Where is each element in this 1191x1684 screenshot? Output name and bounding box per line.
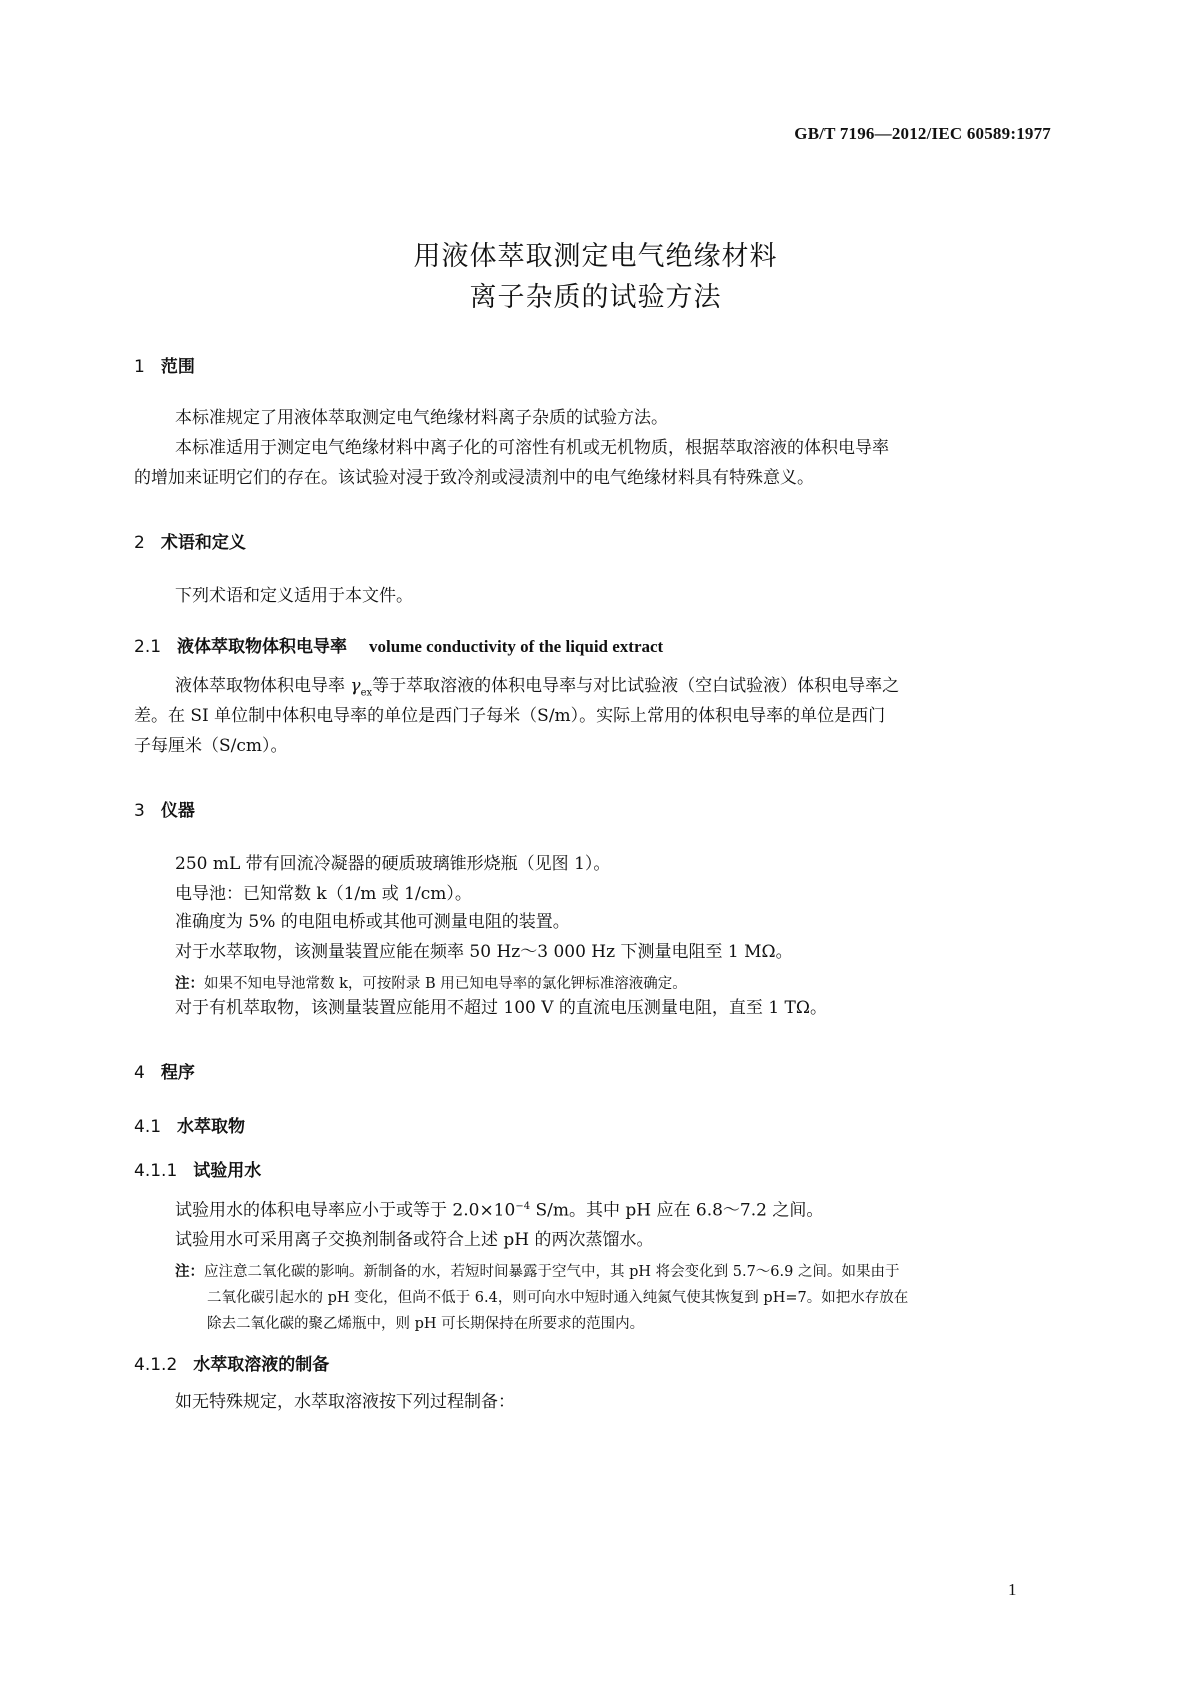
paragraph: 子每厘米（S/cm）。 xyxy=(134,736,288,756)
subsection-4-1-1-heading xyxy=(134,1156,261,1181)
text: 等于萃取溶液的体积电导率与对比试验液（空白试验液）体积电导率之 xyxy=(372,676,900,696)
note-text: 如果不知电导池常数 k，可按附录 B 用已知电导率的氯化钾标准溶液确定。 xyxy=(204,976,687,992)
section-title: 液体萃取物体积电导率 xyxy=(177,637,348,657)
subsection-2-1-heading xyxy=(134,632,663,657)
list-item: 对于有机萃取物，该测量装置应能用不超过 100 V 的直流电压测量电阻，直至 1 TΩ。 xyxy=(175,998,827,1018)
section-number: 2.1 xyxy=(134,637,162,657)
section-number: 4.1.1 xyxy=(134,1161,178,1181)
section-title: 仪器 xyxy=(160,801,195,821)
paragraph: 的增加来证明它们的存在。该试验对浸于致冷剂或浸渍剂中的电气绝缘材料具有特殊意义。 xyxy=(134,468,814,488)
section-title: 程序 xyxy=(160,1063,195,1083)
list-item: 准确度为 5% 的电阻电桥或其他可测量电阻的装置。 xyxy=(175,912,570,932)
section-title: 范围 xyxy=(160,357,195,377)
list-item: 250 mL 带有回流冷凝器的硬质玻璃锥形烧瓶（见图 1）。 xyxy=(175,854,611,874)
list-item: 试验用水可采用离子交换剂制备或符合上述 pH 的两次蒸馏水。 xyxy=(175,1230,654,1250)
list-item xyxy=(175,1202,823,1220)
note xyxy=(175,972,687,993)
note-label: 注： xyxy=(175,1264,204,1280)
page-number: 1 xyxy=(1008,1580,1017,1599)
section-4-heading xyxy=(134,1058,195,1083)
section-title: 术语和定义 xyxy=(160,533,246,553)
text: 液体萃取物体积电导率 xyxy=(175,676,351,696)
paragraph: 如无特殊规定，水萃取溶液按下列过程制备： xyxy=(175,1392,515,1412)
exponent: −4 xyxy=(515,1201,531,1212)
subsection-4-1-heading xyxy=(134,1112,245,1137)
section-title: 试验用水 xyxy=(193,1161,262,1181)
paragraph: 下列术语和定义适用于本文件。 xyxy=(175,586,413,606)
paragraph: 差。在 SI 单位制中体积电导率的单位是西门子每米（S/m）。实际上常用的体积电导率的单位是西门 xyxy=(134,706,886,726)
section-number: 4.1.2 xyxy=(134,1355,178,1375)
paragraph: 本标准规定了用液体萃取测定电气绝缘材料离子杂质的试验方法。 xyxy=(175,408,668,428)
section-number: 4 xyxy=(134,1063,145,1083)
section-title: 水萃取溶液的制备 xyxy=(193,1355,330,1375)
section-number: 1 xyxy=(134,357,145,377)
paragraph: 本标准适用于测定电气绝缘材料中离子化的可溶性有机或无机物质，根据萃取溶液的体积电导率 xyxy=(175,438,889,458)
document-title-line2: 离子杂质的试验方法 xyxy=(469,282,722,313)
note-text: 除去二氧化碳的聚乙烯瓶中，则 pH 可长期保持在所要求的范围内。 xyxy=(207,1316,645,1332)
section-1-heading xyxy=(134,352,195,377)
gamma-subscript: ex xyxy=(360,687,373,699)
section-number: 3 xyxy=(134,801,145,821)
note-text: 二氧化碳引起水的 pH 变化，但尚不低于 6.4，则可向水中短时通入纯氮气使其恢复到 pH=7。如把水存放在 xyxy=(207,1290,909,1306)
text: S/m。其中 pH 应在 6.8～7.2 之间。 xyxy=(530,1200,824,1221)
section-2-heading xyxy=(134,528,246,553)
definition-paragraph xyxy=(175,678,899,698)
subsection-4-1-2-heading xyxy=(134,1350,329,1375)
standard-number: GB/T 7196—2012/IEC 60589:1977 xyxy=(794,124,1051,143)
note xyxy=(175,1260,899,1281)
section-number: 4.1 xyxy=(134,1117,162,1137)
english-term: volume conductivity of the liquid extract xyxy=(369,637,664,656)
section-title: 水萃取物 xyxy=(177,1117,246,1137)
note-text: 应注意二氧化碳的影响。新制备的水，若短时间暴露于空气中，其 pH 将会变化到 5.7～6.9 之间。如果由于 xyxy=(204,1264,900,1280)
list-item: 电导池：已知常数 k（1/m 或 1/cm）。 xyxy=(175,884,472,904)
section-number: 2 xyxy=(134,533,145,553)
section-3-heading xyxy=(134,796,195,821)
text: 试验用水的体积电导率应小于或等于 2.0×10 xyxy=(175,1200,516,1221)
list-item: 对于水萃取物，该测量装置应能在频率 50 Hz～3 000 Hz 下测量电阻至 1 MΩ。 xyxy=(175,942,793,962)
gamma-symbol: γ xyxy=(350,676,361,696)
note-label: 注： xyxy=(175,976,204,992)
document-title-line1: 用液体萃取测定电气绝缘材料 xyxy=(413,241,778,272)
